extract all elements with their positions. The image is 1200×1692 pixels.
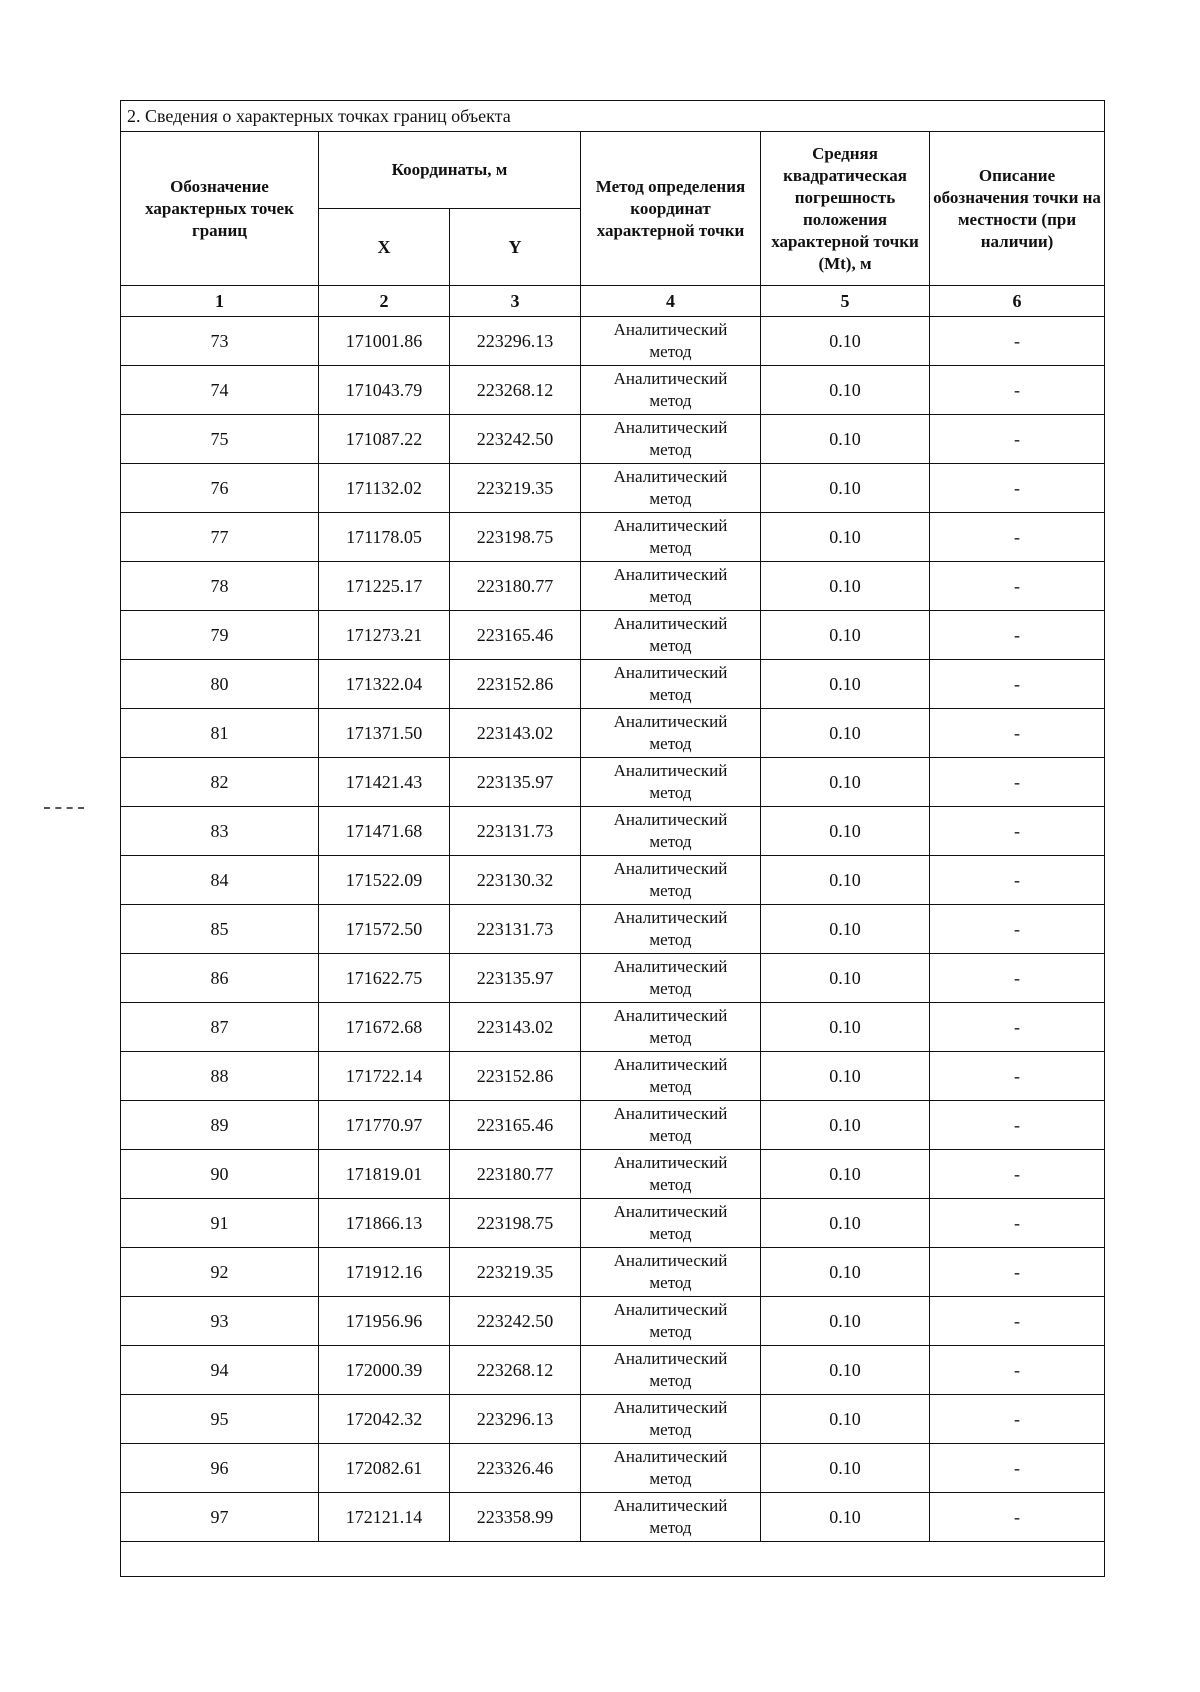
header-y: Y	[450, 209, 581, 286]
method-line1: Аналитический	[613, 565, 728, 584]
method-cell	[581, 1150, 761, 1199]
method-line2: метод	[649, 489, 692, 508]
coordinate-y: 223180.77	[450, 562, 581, 611]
point-number: 77	[121, 513, 319, 562]
method-line2: метод	[649, 979, 692, 998]
description-value: -	[930, 1150, 1105, 1199]
table-row	[121, 611, 1105, 660]
coordinate-y: 223131.73	[450, 807, 581, 856]
coordinate-y: 223152.86	[450, 660, 581, 709]
description-value: -	[930, 758, 1105, 807]
description-value: -	[930, 1297, 1105, 1346]
coordinate-x: 171522.09	[319, 856, 450, 905]
point-number: 82	[121, 758, 319, 807]
point-number: 95	[121, 1395, 319, 1444]
error-value: 0.10	[761, 1003, 930, 1052]
error-value: 0.10	[761, 1150, 930, 1199]
table-footer-row	[121, 1542, 1105, 1577]
coordinate-x: 172042.32	[319, 1395, 450, 1444]
error-value: 0.10	[761, 758, 930, 807]
error-value: 0.10	[761, 464, 930, 513]
error-value: 0.10	[761, 1199, 930, 1248]
method-line2: метод	[649, 1028, 692, 1047]
method-cell	[581, 464, 761, 513]
description-value: -	[930, 415, 1105, 464]
coordinate-y: 223242.50	[450, 415, 581, 464]
method-cell	[581, 1052, 761, 1101]
method-line1: Аналитический	[613, 810, 728, 829]
method-line1: Аналитический	[613, 1398, 728, 1417]
method-line2: метод	[649, 391, 692, 410]
method-line1: Аналитический	[613, 1006, 728, 1025]
coordinate-x: 171471.68	[319, 807, 450, 856]
method-line2: метод	[649, 930, 692, 949]
method-line1: Аналитический	[613, 467, 728, 486]
coordinate-x: 171572.50	[319, 905, 450, 954]
coordinate-y: 223219.35	[450, 464, 581, 513]
description-value: -	[930, 562, 1105, 611]
column-number: 2	[319, 286, 450, 317]
error-value: 0.10	[761, 1297, 930, 1346]
description-value: -	[930, 709, 1105, 758]
table-row	[121, 1297, 1105, 1346]
description-value: -	[930, 807, 1105, 856]
method-line1: Аналитический	[613, 320, 728, 339]
method-cell	[581, 1003, 761, 1052]
table-caption: 2. Сведения о характерных точках границ объекта	[121, 101, 1105, 132]
method-cell	[581, 709, 761, 758]
coordinate-y: 223219.35	[450, 1248, 581, 1297]
point-number: 93	[121, 1297, 319, 1346]
error-value: 0.10	[761, 1346, 930, 1395]
description-value: -	[930, 1493, 1105, 1542]
coordinate-y: 223131.73	[450, 905, 581, 954]
point-number: 90	[121, 1150, 319, 1199]
method-line1: Аналитический	[613, 369, 728, 388]
method-line1: Аналитический	[613, 957, 728, 976]
point-number: 78	[121, 562, 319, 611]
table-row	[121, 513, 1105, 562]
method-line1: Аналитический	[613, 1300, 728, 1319]
method-line2: метод	[649, 734, 692, 753]
error-value: 0.10	[761, 807, 930, 856]
coordinate-x: 171043.79	[319, 366, 450, 415]
column-numbers-row	[121, 286, 1105, 317]
method-line2: метод	[649, 1126, 692, 1145]
point-number: 76	[121, 464, 319, 513]
error-value: 0.10	[761, 1444, 930, 1493]
coordinate-x: 171225.17	[319, 562, 450, 611]
column-number: 4	[581, 286, 761, 317]
table-row	[121, 1101, 1105, 1150]
error-value: 0.10	[761, 366, 930, 415]
method-cell	[581, 415, 761, 464]
empty-footer-cell	[121, 1542, 1105, 1577]
method-line2: метод	[649, 881, 692, 900]
method-cell	[581, 611, 761, 660]
method-line2: метод	[649, 342, 692, 361]
point-number: 96	[121, 1444, 319, 1493]
method-line1: Аналитический	[613, 1251, 728, 1270]
coordinate-x: 171421.43	[319, 758, 450, 807]
table-row	[121, 905, 1105, 954]
method-line1: Аналитический	[613, 663, 728, 682]
coordinate-x: 171866.13	[319, 1199, 450, 1248]
table-row	[121, 1395, 1105, 1444]
coordinate-x: 171087.22	[319, 415, 450, 464]
coordinate-x: 171178.05	[319, 513, 450, 562]
header-description: Описание обозначения точки на местности (при наличии)	[930, 132, 1105, 286]
method-cell	[581, 1444, 761, 1493]
error-value: 0.10	[761, 562, 930, 611]
description-value: -	[930, 1052, 1105, 1101]
point-number: 85	[121, 905, 319, 954]
table-row	[121, 807, 1105, 856]
table-row	[121, 1346, 1105, 1395]
table-row	[121, 1150, 1105, 1199]
point-number: 89	[121, 1101, 319, 1150]
point-number: 81	[121, 709, 319, 758]
column-number: 1	[121, 286, 319, 317]
table-row	[121, 758, 1105, 807]
point-number: 97	[121, 1493, 319, 1542]
method-line1: Аналитический	[613, 1447, 728, 1466]
table-row	[121, 954, 1105, 1003]
coordinate-y: 223358.99	[450, 1493, 581, 1542]
error-value: 0.10	[761, 611, 930, 660]
method-line2: метод	[649, 1077, 692, 1096]
error-value: 0.10	[761, 1052, 930, 1101]
header-error: Средняя квадратическая погрешность положения характерной точки (Mt), м	[761, 132, 930, 286]
method-line2: метод	[649, 1469, 692, 1488]
method-cell	[581, 954, 761, 1003]
method-cell	[581, 807, 761, 856]
method-line1: Аналитический	[613, 1496, 728, 1515]
method-line2: метод	[649, 1420, 692, 1439]
table-row	[121, 562, 1105, 611]
method-line2: метод	[649, 587, 692, 606]
coordinate-y: 223296.13	[450, 317, 581, 366]
point-number: 84	[121, 856, 319, 905]
point-number: 91	[121, 1199, 319, 1248]
description-value: -	[930, 611, 1105, 660]
description-value: -	[930, 1003, 1105, 1052]
method-line2: метод	[649, 685, 692, 704]
boundary-points-table	[120, 100, 1105, 1577]
method-line1: Аналитический	[613, 712, 728, 731]
coordinate-y: 223268.12	[450, 1346, 581, 1395]
table-row	[121, 856, 1105, 905]
point-number: 73	[121, 317, 319, 366]
coordinate-x: 172121.14	[319, 1493, 450, 1542]
description-value: -	[930, 317, 1105, 366]
description-value: -	[930, 1395, 1105, 1444]
coordinate-y: 223143.02	[450, 709, 581, 758]
table-body	[121, 317, 1105, 1542]
method-cell	[581, 1101, 761, 1150]
error-value: 0.10	[761, 709, 930, 758]
method-line1: Аналитический	[613, 1153, 728, 1172]
coordinate-x: 171912.16	[319, 1248, 450, 1297]
description-value: -	[930, 905, 1105, 954]
method-line1: Аналитический	[613, 908, 728, 927]
error-value: 0.10	[761, 1248, 930, 1297]
method-cell	[581, 317, 761, 366]
point-number: 87	[121, 1003, 319, 1052]
table-row	[121, 1493, 1105, 1542]
table-row	[121, 1248, 1105, 1297]
method-cell	[581, 366, 761, 415]
method-line2: метод	[649, 1273, 692, 1292]
error-value: 0.10	[761, 415, 930, 464]
coordinate-x: 171956.96	[319, 1297, 450, 1346]
coordinate-y: 223152.86	[450, 1052, 581, 1101]
header-method: Метод определения координат характерной точки	[581, 132, 761, 286]
method-line1: Аналитический	[613, 761, 728, 780]
method-line2: метод	[649, 1371, 692, 1390]
coordinate-y: 223130.32	[450, 856, 581, 905]
method-line2: метод	[649, 636, 692, 655]
method-cell	[581, 905, 761, 954]
method-line2: метод	[649, 1224, 692, 1243]
header-x: X	[319, 209, 450, 286]
coordinate-y: 223165.46	[450, 611, 581, 660]
table-row	[121, 317, 1105, 366]
scan-artifact-mark	[44, 807, 84, 811]
coordinate-x: 171722.14	[319, 1052, 450, 1101]
coordinate-y: 223143.02	[450, 1003, 581, 1052]
coordinate-y: 223198.75	[450, 1199, 581, 1248]
method-line2: метод	[649, 1175, 692, 1194]
coordinate-x: 172082.61	[319, 1444, 450, 1493]
point-number: 74	[121, 366, 319, 415]
table-row	[121, 709, 1105, 758]
method-line1: Аналитический	[613, 614, 728, 633]
coordinate-y: 223296.13	[450, 1395, 581, 1444]
method-cell	[581, 562, 761, 611]
point-number: 86	[121, 954, 319, 1003]
description-value: -	[930, 1101, 1105, 1150]
error-value: 0.10	[761, 513, 930, 562]
header-coordinates: Координаты, м	[319, 132, 581, 209]
column-number: 5	[761, 286, 930, 317]
coordinate-y: 223326.46	[450, 1444, 581, 1493]
coordinate-y: 223135.97	[450, 758, 581, 807]
error-value: 0.10	[761, 1101, 930, 1150]
method-cell	[581, 1395, 761, 1444]
table-row	[121, 1052, 1105, 1101]
method-line1: Аналитический	[613, 1055, 728, 1074]
error-value: 0.10	[761, 1395, 930, 1444]
method-line1: Аналитический	[613, 859, 728, 878]
description-value: -	[930, 464, 1105, 513]
description-value: -	[930, 1199, 1105, 1248]
method-cell	[581, 660, 761, 709]
column-number: 3	[450, 286, 581, 317]
table-row	[121, 366, 1105, 415]
method-cell	[581, 1248, 761, 1297]
coordinate-x: 171001.86	[319, 317, 450, 366]
error-value: 0.10	[761, 856, 930, 905]
coordinate-y: 223165.46	[450, 1101, 581, 1150]
description-value: -	[930, 954, 1105, 1003]
coordinate-x: 172000.39	[319, 1346, 450, 1395]
table-row	[121, 464, 1105, 513]
description-value: -	[930, 366, 1105, 415]
method-cell	[581, 513, 761, 562]
description-value: -	[930, 856, 1105, 905]
table-row	[121, 1444, 1105, 1493]
method-line2: метод	[649, 832, 692, 851]
method-line1: Аналитический	[613, 516, 728, 535]
point-number: 79	[121, 611, 319, 660]
description-value: -	[930, 1248, 1105, 1297]
coordinate-y: 223135.97	[450, 954, 581, 1003]
description-value: -	[930, 1346, 1105, 1395]
table-row	[121, 1199, 1105, 1248]
coordinate-y: 223198.75	[450, 513, 581, 562]
coordinate-x: 171622.75	[319, 954, 450, 1003]
method-line2: метод	[649, 1322, 692, 1341]
method-line1: Аналитический	[613, 418, 728, 437]
method-cell	[581, 856, 761, 905]
error-value: 0.10	[761, 660, 930, 709]
point-number: 94	[121, 1346, 319, 1395]
method-line2: метод	[649, 783, 692, 802]
header-point: Обозначение характерных точек границ	[121, 132, 319, 286]
coordinate-y: 223268.12	[450, 366, 581, 415]
table-row	[121, 1003, 1105, 1052]
method-line1: Аналитический	[613, 1202, 728, 1221]
method-line1: Аналитический	[613, 1104, 728, 1123]
coordinate-y: 223242.50	[450, 1297, 581, 1346]
description-value: -	[930, 1444, 1105, 1493]
method-cell	[581, 1199, 761, 1248]
point-number: 80	[121, 660, 319, 709]
description-value: -	[930, 513, 1105, 562]
error-value: 0.10	[761, 905, 930, 954]
coordinate-x: 171132.02	[319, 464, 450, 513]
method-cell	[581, 1297, 761, 1346]
method-cell	[581, 1346, 761, 1395]
error-value: 0.10	[761, 954, 930, 1003]
coordinate-x: 171371.50	[319, 709, 450, 758]
point-number: 75	[121, 415, 319, 464]
table-row	[121, 660, 1105, 709]
table-row	[121, 415, 1105, 464]
method-line1: Аналитический	[613, 1349, 728, 1368]
coordinate-x: 171770.97	[319, 1101, 450, 1150]
coordinate-y: 223180.77	[450, 1150, 581, 1199]
method-line2: метод	[649, 1518, 692, 1537]
coordinate-x: 171672.68	[319, 1003, 450, 1052]
coordinate-x: 171273.21	[319, 611, 450, 660]
point-number: 92	[121, 1248, 319, 1297]
error-value: 0.10	[761, 317, 930, 366]
method-line2: метод	[649, 440, 692, 459]
point-number: 83	[121, 807, 319, 856]
method-cell	[581, 1493, 761, 1542]
column-number: 6	[930, 286, 1105, 317]
description-value: -	[930, 660, 1105, 709]
error-value: 0.10	[761, 1493, 930, 1542]
document-sheet	[120, 100, 1104, 1577]
point-number: 88	[121, 1052, 319, 1101]
method-cell	[581, 758, 761, 807]
coordinate-x: 171819.01	[319, 1150, 450, 1199]
method-line2: метод	[649, 538, 692, 557]
coordinate-x: 171322.04	[319, 660, 450, 709]
